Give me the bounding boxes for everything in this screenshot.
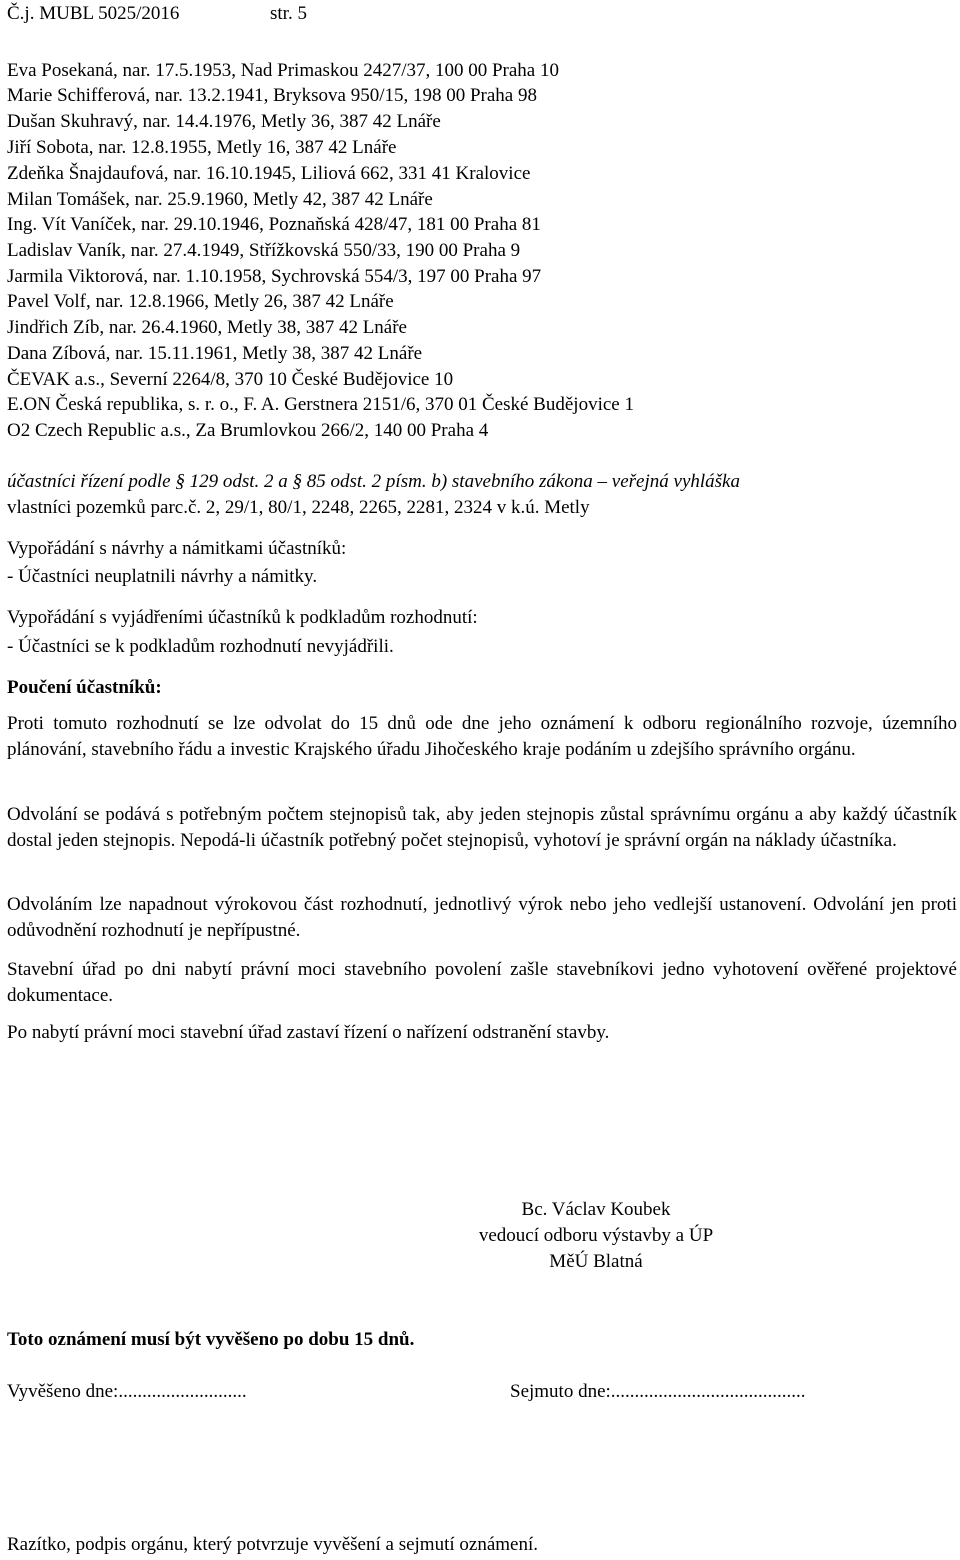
participant-line: Milan Tomášek, nar. 25.9.1960, Metly 42, 387 42 Lnáře xyxy=(7,189,433,210)
land-owners-line: vlastníci pozemků parc.č. 2, 29/1, 80/1, 2248, 2265, 2281, 2324 v k.ú. Metly xyxy=(7,497,590,518)
participant-line: E.ON Česká republika, s. r. o., F. A. Gerstnera 2151/6, 370 01 České Budějovice 1 xyxy=(7,394,634,415)
participant-line: O2 Czech Republic a.s., Za Brumlovkou 266/2, 140 00 Praha 4 xyxy=(7,420,489,441)
participant-line: Eva Posekaná, nar. 17.5.1953, Nad Primaskou 2427/37, 100 00 Praha 10 xyxy=(7,60,559,81)
objections-item: - Účastníci neuplatnili návrhy a námitky. xyxy=(7,566,318,587)
statements-heading: Vypořádání s vyjádřeními účastníků k podkladům rozhodnutí: xyxy=(7,607,478,628)
instruction-paragraph: Stavební úřad po dni nabytí právní moci stavebního povolení zašle stavebníkovi jedno vyhotovení ověřené projektové dokumentace. xyxy=(7,959,957,1006)
participant-line: Dušan Skuhravý, nar. 14.4.1976, Metly 36, 387 42 Lnáře xyxy=(7,111,441,132)
participant-line: Marie Schifferová, nar. 13.2.1941, Bryksova 950/15, 198 00 Praha 98 xyxy=(7,85,537,106)
instruction-heading: Poučení účastníků: xyxy=(7,677,162,698)
participant-line: Ladislav Vaník, nar. 27.4.1949, Střížkovská 550/33, 190 00 Praha 9 xyxy=(7,240,521,261)
participant-line: Ing. Vít Vaníček, nar. 29.10.1946, Poznaňská 428/47, 181 00 Praha 81 xyxy=(7,214,541,235)
participant-line: Zdeňka Šnajdaufová, nar. 16.10.1945, Liliová 662, 331 41 Kralovice xyxy=(7,163,531,184)
instruction-paragraph: Odvoláním lze napadnout výrokovou část rozhodnutí, jednotlivý výrok nebo jeho vedlejší ustanovení. Odvolání jen proti odůvodnění rozhodnutí je nepřípustné. xyxy=(7,894,957,941)
participant-line: Dana Zíbová, nar. 15.11.1961, Metly 38, 387 42 Lnáře xyxy=(7,343,423,364)
participant-line: Pavel Volf, nar. 12.8.1966, Metly 26, 387 42 Lnáře xyxy=(7,291,394,312)
removed-date-field: Sejmuto dne:......................................... xyxy=(510,1381,806,1402)
signatory-name: Bc. Václav Koubek xyxy=(521,1199,671,1220)
public-notice-line: účastníci řízení podle § 129 odst. 2 a § 85 odst. 2 písm. b) stavebního zákona – veřejná vyhláška xyxy=(7,471,740,492)
participant-line: Jarmila Viktorová, nar. 1.10.1958, Sychrovská 554/3, 197 00 Praha 97 xyxy=(7,266,542,287)
participant-line: Jiří Sobota, nar. 12.8.1955, Metly 16, 387 42 Lnáře xyxy=(7,137,397,158)
stamp-note: Razítko, podpis orgánu, který potvrzuje vyvěšení a sejmutí oznámení. xyxy=(7,1534,538,1555)
participant-line: ČEVAK a.s., Severní 2264/8, 370 10 České Budějovice 10 xyxy=(7,369,454,390)
document-reference: Č.j. MUBL 5025/2016 xyxy=(7,3,180,24)
signatory-office: MěÚ Blatná xyxy=(549,1251,643,1272)
signatory-position: vedoucí odboru výstavby a ÚP xyxy=(478,1225,714,1246)
statements-item: - Účastníci se k podkladům rozhodnutí nevyjádřili. xyxy=(7,636,394,657)
objections-heading: Vypořádání s návrhy a námitkami účastníků: xyxy=(7,538,347,559)
posting-notice: Toto oznámení musí být vyvěšeno po dobu 15 dnů. xyxy=(7,1329,415,1350)
page-number: str. 5 xyxy=(270,3,307,24)
posted-date-field: Vyvěšeno dne:........................... xyxy=(7,1381,247,1402)
participant-line: Jindřich Zíb, nar. 26.4.1960, Metly 38, 387 42 Lnáře xyxy=(7,317,407,338)
instruction-paragraph: Po nabytí právní moci stavební úřad zastaví řízení o nařízení odstranění stavby. xyxy=(7,1022,610,1043)
instruction-paragraph: Odvolání se podává s potřebným počtem stejnopisů tak, aby jeden stejnopis zůstal správnímu orgánu a aby každý účastník dostal jeden stejnopis. Nepodá-li účastník potřebný počet stejnopisů, vyhotoví je správní orgán na náklady účastníka. xyxy=(7,804,957,851)
instruction-paragraph: Proti tomuto rozhodnutí se lze odvolat do 15 dnů ode dne jeho oznámení k odboru regionálního rozvoje, územního plánování, stavebního řádu a investic Krajského úřadu Jihočeského kraje podáním u zdejšího správního orgánu. xyxy=(7,713,957,760)
